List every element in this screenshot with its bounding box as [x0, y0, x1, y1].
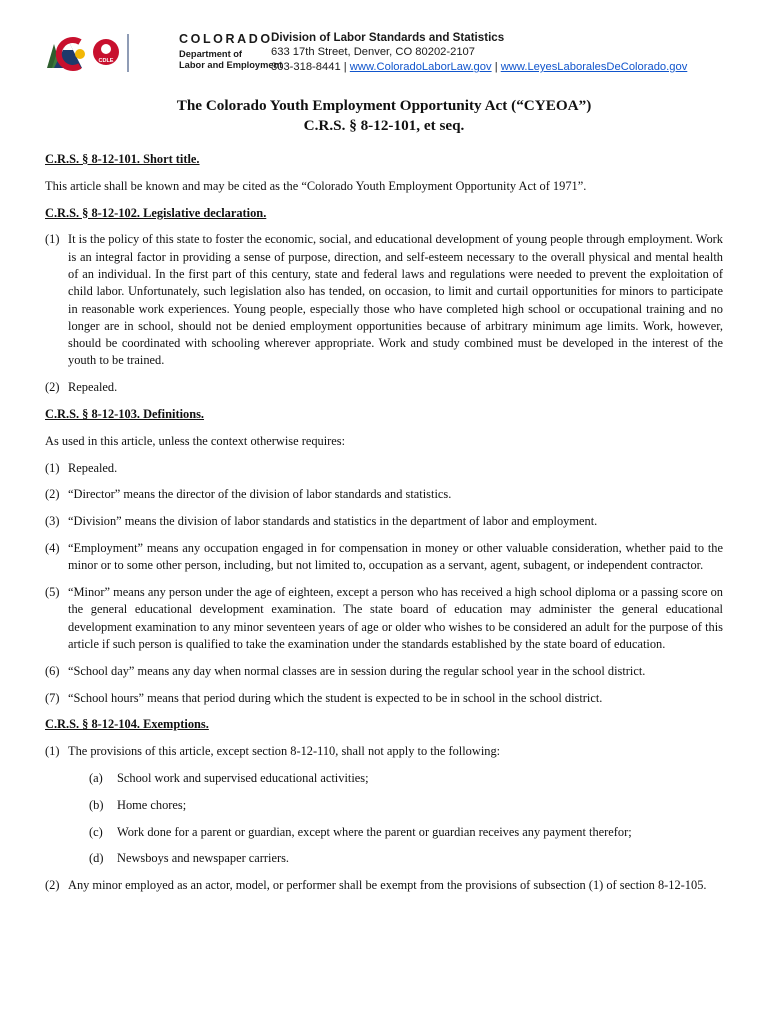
- item-text: The provisions of this article, except section 8-12-110, shall not apply to the following:: [68, 744, 501, 759]
- item-number: (1): [45, 744, 60, 759]
- item-text: “Director” means the director of the division of labor standards and statistics.: [68, 487, 452, 502]
- list-item: [45, 486, 723, 503]
- document-citation: C.R.S. § 8-12-101, et seq.: [303, 117, 465, 134]
- list-item: [45, 584, 723, 653]
- sub-item-letter: (b): [89, 797, 104, 812]
- sub-item-text: School work and supervised educational activities;: [117, 771, 369, 786]
- letterhead: [44, 30, 734, 76]
- list-item: [45, 460, 723, 477]
- item-text: Repealed.: [68, 380, 118, 395]
- sub-item-text: Work done for a parent or guardian, except where the parent or guardian receives any payment therefor;: [117, 824, 632, 839]
- division-address: 633 17th Street, Denver, CO 80202-2107: [271, 46, 475, 58]
- item-number: (4): [45, 541, 60, 556]
- item-text: “School day” means any day when normal classes are in session during the regular school year in the school district.: [68, 663, 646, 678]
- colorado-labor-law-link[interactable]: www.ColoradoLaborLaw.gov: [349, 61, 492, 73]
- division-contact-block: [271, 30, 687, 75]
- section-heading-8-12-103: C.R.S. § 8-12-103. Definitions.: [45, 407, 205, 422]
- item-number: (6): [45, 663, 60, 678]
- item-text: Repealed.: [68, 460, 118, 475]
- sub-list-item: [89, 850, 723, 867]
- contact-line: [271, 60, 687, 75]
- item-text: “Division” means the division of labor standards and statistics in the department of labor and employment.: [68, 514, 598, 529]
- phone-number: 303-318-8441: [271, 61, 341, 73]
- item-text: “Minor” means any person under the age of eighteen, except a person who has received a high school diploma or a passing score on the general educational development examination. The state board of education may administer the general educational development examination to any minor seventeen years of age or older who wishes to be considered an adult for the purpose of this article if such person is qualified to take the examination under the standards established by the state board of education.: [68, 585, 723, 652]
- item-number: (1): [45, 460, 60, 475]
- item-text: It is the policy of this state to foster the economic, social, and educational development of young people through employment. Work is an integral factor in providing a sense of purpose, direction, and self-esteem necessary to the overall physical and mental health of an individual. In the first part of this century, state and federal laws and regulations were needed to prevent the exploitation of child labor. Unfortunately, such legislation also has tended, on occasion, to limit and curtail opportunities for minors to participate in reasonable work experiences. Young people, especially those who have completed high school or occupational training and no longer are in school, should not be denied employment opportunities because of arbitrary minimum age limits. Work, however, should be coordinated with schooling wherever appropriate. Work and study combined must be developed in the interest of the youth to be trained.: [68, 232, 723, 368]
- item-text: “Employment” means any occupation engaged in for compensation in money or other valuable consideration, whether paid to the minor or to some other person, including, but not limited to, occupation as a servant, agent, subagent, or independent contractor.: [68, 541, 723, 573]
- section-text: This article shall be known and may be cited as the “Colorado Youth Employment Opportunity Act of 1971”.: [45, 178, 587, 193]
- org-name-block: [179, 32, 282, 71]
- section-heading-8-12-102: C.R.S. § 8-12-102. Legislative declaration.: [45, 205, 267, 220]
- leyes-laborales-link[interactable]: www.LeyesLaboralesDeColorado.gov: [500, 61, 688, 73]
- separator: |: [494, 61, 498, 73]
- item-number: (7): [45, 690, 60, 705]
- list-item: [45, 877, 723, 894]
- section-heading-8-12-101: C.R.S. § 8-12-101. Short title.: [45, 152, 200, 166]
- list-item: [45, 231, 723, 369]
- sub-item-letter: (c): [89, 824, 103, 839]
- sub-list-item: [89, 797, 723, 814]
- list-item: [45, 663, 723, 680]
- list-item: [45, 540, 723, 575]
- department-line-2: Labor and Employment: [179, 60, 283, 70]
- document-body: [45, 151, 723, 904]
- list-item: [45, 379, 723, 396]
- separator: |: [343, 61, 347, 73]
- list-item: [45, 513, 723, 530]
- list-item: [45, 690, 723, 707]
- logo-badge-text: CDLE: [98, 58, 114, 64]
- colorado-cdle-logo: [44, 30, 134, 74]
- item-number: (3): [45, 514, 60, 529]
- sub-list-item: [89, 824, 723, 841]
- item-number: (1): [45, 232, 60, 247]
- sub-item-letter: (a): [89, 771, 103, 786]
- item-text: “School hours” means that period during which the student is expected to be in school in the school district.: [68, 690, 603, 705]
- list-item: [45, 743, 723, 760]
- sub-item-text: Newsboys and newspaper carriers.: [117, 851, 290, 866]
- document-title: The Colorado Youth Employment Opportunity Act (“CYEOA”): [176, 97, 592, 114]
- division-name: Division of Labor Standards and Statistics: [271, 31, 505, 44]
- department-line-1: Department of: [179, 49, 243, 59]
- sub-list-item: [89, 770, 723, 787]
- sub-item-letter: (d): [89, 851, 104, 866]
- sub-item-text: Home chores;: [117, 797, 187, 812]
- section-intro: As used in this article, unless the context otherwise requires:: [45, 433, 346, 448]
- item-text: Any minor employed as an actor, model, or performer shall be exempt from the provisions of subsection (1) of section 8-12-105.: [68, 878, 707, 893]
- item-number: (5): [45, 585, 60, 600]
- item-number: (2): [45, 878, 60, 893]
- item-number: (2): [45, 487, 60, 502]
- section-heading-8-12-104: C.R.S. § 8-12-104. Exemptions.: [45, 717, 209, 732]
- item-number: (2): [45, 380, 60, 395]
- state-name: COLORADO: [179, 32, 273, 46]
